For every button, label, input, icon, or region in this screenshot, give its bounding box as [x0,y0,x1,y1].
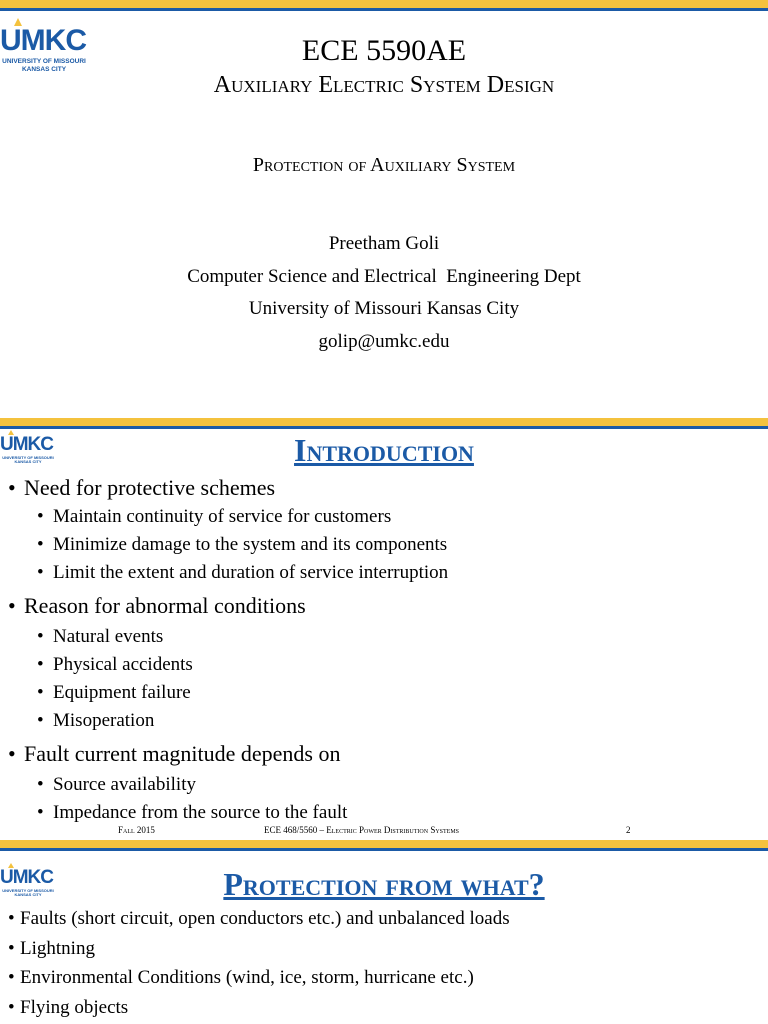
list-item: • Environmental Conditions (wind, ice, storm, hurricane etc.) [8,963,760,993]
list-item: • Fault current magnitude depends on [8,737,760,771]
logo-mark-text: UMKC [0,24,86,57]
slide-footer [0,818,768,840]
blue-top-bar [0,848,768,851]
author-info [0,228,768,358]
logo-subtitle-line2: KANSAS CITY [14,892,42,898]
list-item: • Source availability [8,771,760,799]
logo-subtitle-line1: UNIVERSITY OF MISSOURI [2,455,54,460]
bullet-list [8,473,760,827]
list-item: • Physical accidents [8,651,760,679]
gold-top-bar [0,840,768,848]
list-item: • Lightning [8,934,760,964]
list-item: • Maintain continuity of service for customers [8,503,760,531]
bullet-list [8,904,760,1022]
logo-subtitle-line2: KANSAS CITY [14,459,42,465]
footer-course: ECE 468/5560 – Electric Power Distribution Systems [264,825,460,835]
author-university: University of Missouri Kansas City [248,298,520,319]
crown-icon [14,18,22,26]
list-item: • Faults (short circuit, open conductors etc.) and unbalanced loads [8,904,760,934]
logo-subtitle-line1: UNIVERSITY OF MISSOURI [2,58,86,65]
list-item: • Equipment failure [8,679,760,707]
blue-top-bar [0,426,768,429]
list-item: • Impedance from the source to the fault [8,799,760,827]
lecture-subtitle: Protection of Auxiliary System [252,154,516,176]
list-item: • Flying objects [8,993,760,1023]
slide-title: Introduction [294,432,474,468]
list-item: • Natural events [8,623,760,651]
introduction-slide [0,418,768,840]
logo-mark-text: UMKC [0,434,53,455]
page-number: 2 [626,825,631,835]
author-email: golip@umkc.edu [318,330,450,352]
footer-term: Fall 2015 [118,825,155,835]
blue-top-bar [0,8,768,11]
course-title: Auxiliary Electric System Design [213,72,555,98]
author-name: Preetham Goli [328,233,440,254]
list-item: • Need for protective schemes [8,473,760,503]
logo-subtitle-line2: KANSAS CITY [21,65,67,73]
logo-mark-text: UMKC [0,867,53,888]
author-department: Computer Science and Electrical Engineering Dept [187,265,581,287]
course-code: ECE 5590AE [301,34,467,67]
protection-slide [0,840,768,1024]
title-slide [0,0,768,418]
gold-top-bar [0,0,768,8]
slide-title: Protection from what? [223,866,545,902]
list-item: • Misoperation [8,707,760,735]
logo-subtitle-line1: UNIVERSITY OF MISSOURI [2,888,54,893]
gold-top-bar [0,418,768,426]
list-item: • Limit the extent and duration of service interruption [8,559,760,587]
list-item: • Minimize damage to the system and its components [8,531,760,559]
list-item: • Reason for abnormal conditions [8,589,760,623]
